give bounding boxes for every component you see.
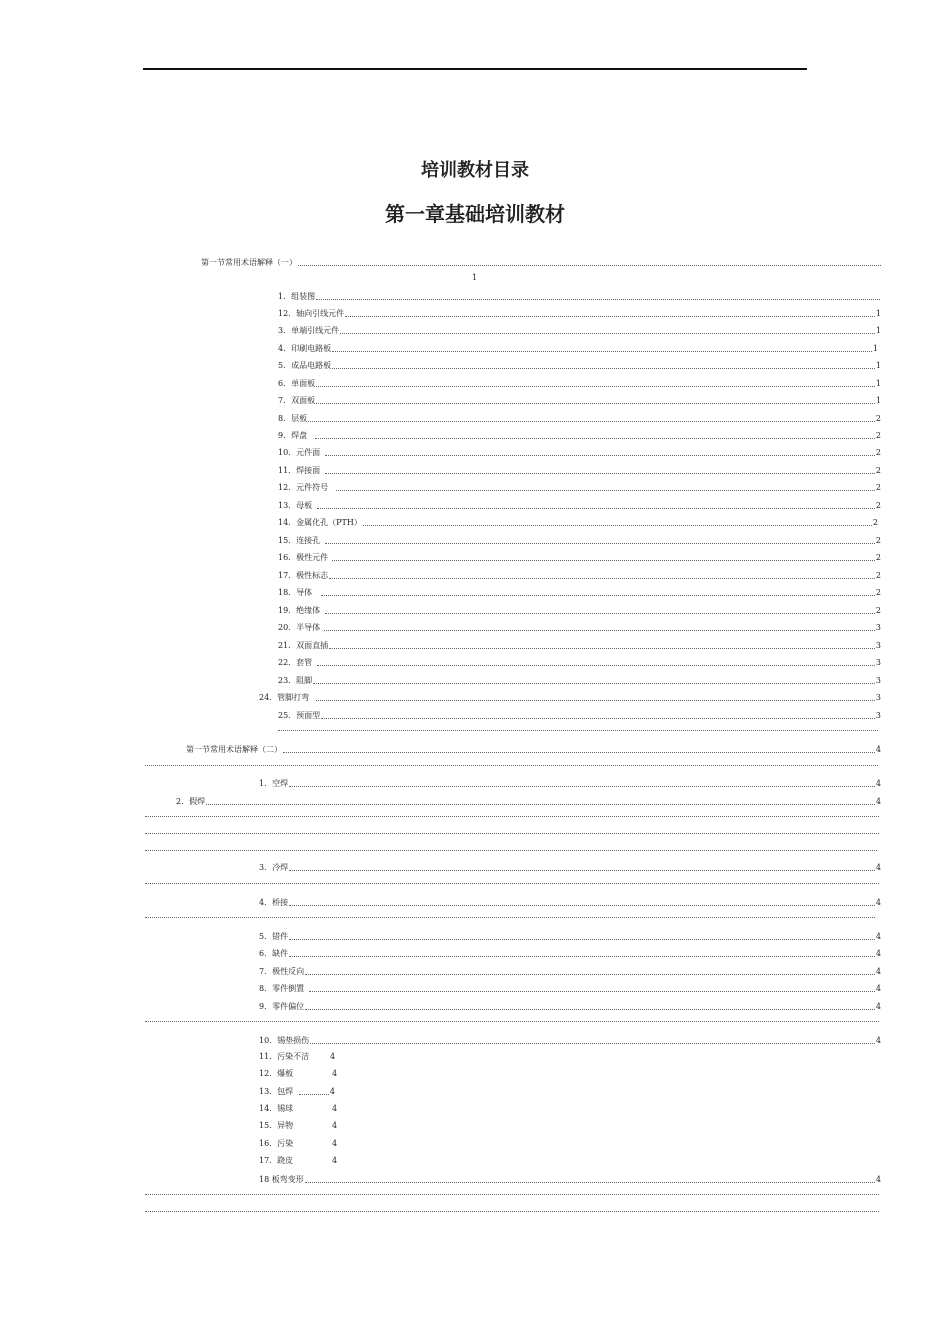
toc-item-page: 4 — [875, 984, 881, 993]
toc-item-label: 11．焊接面 — [278, 466, 321, 475]
toc-item-label: 4．桥接 — [259, 898, 289, 907]
toc-item-page: 1 — [875, 379, 881, 388]
toc-item[interactable] — [278, 586, 881, 598]
header-rule — [143, 68, 807, 70]
toc-item-page: 4 — [875, 1175, 881, 1184]
toc-item[interactable] — [278, 290, 881, 302]
leader-dots — [324, 630, 875, 631]
leader-dots — [145, 883, 879, 884]
leader-dots — [345, 316, 875, 317]
toc-item-label: 14．金属化孔（PTH） — [278, 518, 362, 527]
toc-item[interactable] — [259, 691, 881, 703]
toc-item-page: 2 — [875, 431, 881, 440]
toc-item-page: 4 — [875, 967, 881, 976]
toc-item-page: 2 — [872, 518, 878, 527]
leader-dots — [316, 386, 875, 387]
leader-dots — [317, 665, 875, 666]
toc-item-label: 18．导体 — [278, 588, 313, 597]
chapter-title: 第一章基础培训教材 — [385, 202, 565, 226]
toc-item-label: 23．阻脚 — [278, 676, 313, 685]
toc-item-label: 3．冷焊 — [259, 863, 289, 872]
toc-item-page: 4 — [875, 1036, 881, 1045]
toc-item-label: 12．爆板 — [259, 1069, 294, 1078]
toc-item-page: 4 — [875, 898, 881, 907]
toc-item[interactable] — [278, 412, 881, 424]
toc-item[interactable] — [259, 1052, 339, 1064]
toc-item-label: 12．轴向引线元件 — [278, 309, 345, 318]
toc-item[interactable] — [278, 394, 881, 406]
toc-item-page: 3 — [875, 623, 881, 632]
toc-item-label: 6．缺件 — [259, 949, 289, 958]
leader-dots — [316, 299, 880, 300]
toc-item[interactable] — [176, 795, 881, 807]
toc-item-label: 21．双面直插 — [278, 641, 329, 650]
toc-item[interactable] — [278, 324, 881, 336]
leader-dots — [145, 816, 879, 817]
leader-dots — [309, 991, 875, 992]
toc-item[interactable] — [259, 1156, 339, 1168]
toc-item-label: 20．半导体 — [278, 623, 321, 632]
leader-dots — [332, 560, 875, 561]
leader-dots — [305, 974, 875, 975]
toc-item[interactable] — [259, 1139, 339, 1151]
toc-item-label: 8．零件倒置 — [259, 984, 305, 993]
toc-section-page: 1 — [472, 273, 478, 282]
toc-item-label: 9．焊盘 — [278, 431, 308, 440]
toc-item[interactable] — [278, 307, 881, 319]
toc-section-label: 第一节常用术语解释（一） — [201, 258, 297, 267]
toc-item[interactable] — [278, 551, 881, 563]
toc-item-label: 18 板弯变形 — [259, 1175, 304, 1184]
toc-item[interactable] — [259, 930, 881, 942]
leader-dots — [145, 765, 878, 766]
leader-dots — [332, 368, 875, 369]
toc-item-label: 7．极性反向 — [259, 967, 305, 976]
toc-item-label: 13．母板 — [278, 501, 313, 510]
toc-item-label: 13．包焊 — [259, 1087, 294, 1096]
toc-item[interactable] — [259, 896, 881, 908]
toc-item-page: 3 — [875, 676, 881, 685]
leader-dots — [325, 455, 875, 456]
leader-dots — [325, 543, 875, 544]
toc-item-label: 17．跷皮 — [259, 1156, 294, 1165]
toc-item-page: 2 — [875, 536, 881, 545]
toc-item-label: 1．空焊 — [259, 779, 289, 788]
leader-dots — [145, 833, 879, 834]
toc-item-page: 1 — [875, 361, 881, 370]
toc-item-page: 4 — [329, 1087, 335, 1096]
leader-dots — [313, 683, 875, 684]
toc-item[interactable] — [278, 377, 881, 389]
toc-item-page: 1 — [875, 396, 881, 405]
toc-item-page: 2 — [875, 501, 881, 510]
leader-dots — [206, 804, 875, 805]
toc-item-page: 3 — [875, 658, 881, 667]
leader-dots — [278, 730, 878, 731]
toc-item-page: 2 — [875, 483, 881, 492]
toc-item-page: 2 — [875, 553, 881, 562]
leader-dots — [340, 333, 875, 334]
toc-item[interactable] — [278, 359, 881, 371]
leader-dots — [363, 525, 872, 526]
toc-item-label: 8．层板 — [278, 414, 308, 423]
leader-dots — [145, 850, 877, 851]
toc-item[interactable] — [259, 1000, 881, 1012]
leader-dots — [310, 1043, 875, 1044]
toc-item[interactable] — [278, 621, 881, 633]
toc-item[interactable] — [278, 516, 878, 528]
toc-item-page: 2 — [875, 606, 881, 615]
leader-dots — [329, 578, 875, 579]
toc-item-label: 19．绝缘体 — [278, 606, 321, 615]
toc-item-label: 1．组装图 — [278, 292, 316, 301]
toc-item[interactable] — [259, 965, 881, 977]
toc-item-label: 9．零件偏位 — [259, 1002, 305, 1011]
toc-item[interactable] — [278, 534, 881, 546]
leader-dots — [336, 490, 875, 491]
leader-dots — [289, 956, 875, 957]
toc-item-label: 22．套管 — [278, 658, 313, 667]
leader-dots — [145, 917, 875, 918]
toc-item-page: 4 — [875, 1002, 881, 1011]
toc-item-label: 7．双面板 — [278, 396, 316, 405]
toc-item-label: 16．极性元件 — [278, 553, 329, 562]
leader-dots — [289, 905, 875, 906]
leader-dots — [308, 421, 875, 422]
toc-item-page: 4 — [332, 1156, 338, 1165]
leader-dots — [317, 508, 875, 509]
toc-item[interactable] — [278, 709, 881, 721]
leader-dots — [145, 1194, 879, 1195]
toc-item-page: 1 — [872, 344, 878, 353]
leader-dots — [289, 870, 875, 871]
toc-item-label: 24．管脚打弯 — [259, 693, 310, 702]
toc-item[interactable] — [259, 1034, 881, 1046]
leader-dots — [289, 786, 875, 787]
toc-item[interactable] — [278, 446, 881, 458]
toc-item-page: 4 — [332, 1069, 338, 1078]
leader-dots — [316, 403, 875, 404]
document-title: 培训教材目录 — [421, 160, 529, 181]
leader-dots — [299, 1094, 329, 1095]
leader-dots — [298, 265, 881, 266]
toc-item-label: 10．元件面 — [278, 448, 321, 457]
toc-item-page: 1 — [875, 309, 881, 318]
toc-item[interactable] — [259, 861, 881, 873]
toc-item-page: 2 — [875, 414, 881, 423]
toc-item[interactable] — [259, 1104, 339, 1116]
leader-dots — [325, 613, 875, 614]
toc-item-label: 10．锡垫损伤 — [259, 1036, 310, 1045]
toc-item[interactable] — [259, 1085, 335, 1097]
toc-item-label: 16．污染 — [259, 1139, 294, 1148]
leader-dots — [315, 438, 875, 439]
toc-item[interactable] — [259, 1121, 339, 1133]
toc-item-label: 11．污染不洁 — [259, 1052, 310, 1061]
leader-dots — [305, 1009, 875, 1010]
toc-item-label: 15．连接孔 — [278, 536, 321, 545]
toc-item-label: 14．锡球 — [259, 1104, 294, 1113]
toc-item[interactable] — [278, 674, 881, 686]
toc-item-label: 2．假焊 — [176, 797, 206, 806]
toc-section-page: 4 — [875, 745, 881, 754]
toc-item[interactable] — [278, 569, 881, 581]
toc-item-page: 4 — [332, 1139, 338, 1148]
toc-item-page: 4 — [875, 797, 881, 806]
toc-item-page: 4 — [332, 1104, 338, 1113]
leader-dots — [321, 718, 875, 719]
toc-item-page: 1 — [875, 326, 881, 335]
toc-item[interactable] — [278, 342, 878, 354]
toc-item[interactable] — [278, 656, 881, 668]
toc-section-2[interactable] — [186, 743, 881, 755]
leader-dots — [283, 752, 875, 753]
toc-item-page: 4 — [332, 1121, 338, 1130]
toc-item[interactable] — [278, 639, 881, 651]
toc-item-page: 3 — [875, 693, 881, 702]
toc-item-label: 5．错件 — [259, 932, 289, 941]
leader-dots — [305, 1182, 875, 1183]
leader-dots — [332, 351, 872, 352]
toc-item-label: 5．成品电路板 — [278, 361, 332, 370]
toc-item-label: 6．单面板 — [278, 379, 316, 388]
toc-item-label: 17．极性标志 — [278, 571, 329, 580]
toc-item-page: 4 — [875, 863, 881, 872]
toc-item[interactable] — [278, 481, 881, 493]
toc-item-label: 25．预面型 — [278, 711, 321, 720]
toc-item-label: 4．印刷电路板 — [278, 344, 332, 353]
toc-item-page: 4 — [875, 932, 881, 941]
toc-item[interactable] — [259, 1173, 881, 1185]
leader-dots — [145, 1211, 879, 1212]
toc-item-page: 4 — [330, 1052, 336, 1061]
toc-item-page: 2 — [875, 448, 881, 457]
toc-item[interactable] — [278, 604, 881, 616]
toc-item[interactable] — [259, 982, 881, 994]
leader-dots — [289, 939, 875, 940]
toc-item[interactable] — [278, 464, 881, 476]
toc-section-1[interactable] — [201, 256, 882, 268]
leader-dots — [325, 473, 875, 474]
leader-dots — [316, 700, 875, 701]
toc-item[interactable] — [259, 947, 881, 959]
toc-item[interactable] — [278, 499, 881, 511]
toc-item[interactable] — [278, 429, 881, 441]
toc-item-label: 12．元件符号 — [278, 483, 329, 492]
leader-dots — [329, 648, 875, 649]
toc-item-label: 3．单端引线元件 — [278, 326, 340, 335]
toc-section-label: 第一节常用术语解释（二） — [186, 745, 282, 754]
toc-item[interactable] — [259, 1069, 339, 1081]
toc-item[interactable] — [259, 777, 881, 789]
leader-dots — [145, 1021, 879, 1022]
leader-dots — [321, 595, 875, 596]
toc-item-page: 2 — [875, 588, 881, 597]
toc-item-page: 4 — [875, 949, 881, 958]
toc-item-page: 4 — [875, 779, 881, 788]
toc-item-page: 3 — [875, 641, 881, 650]
toc-item-page: 2 — [875, 571, 881, 580]
toc-item-page: 2 — [875, 466, 881, 475]
toc-item-page: 3 — [875, 711, 881, 720]
toc-item-label: 15．异物 — [259, 1121, 294, 1130]
